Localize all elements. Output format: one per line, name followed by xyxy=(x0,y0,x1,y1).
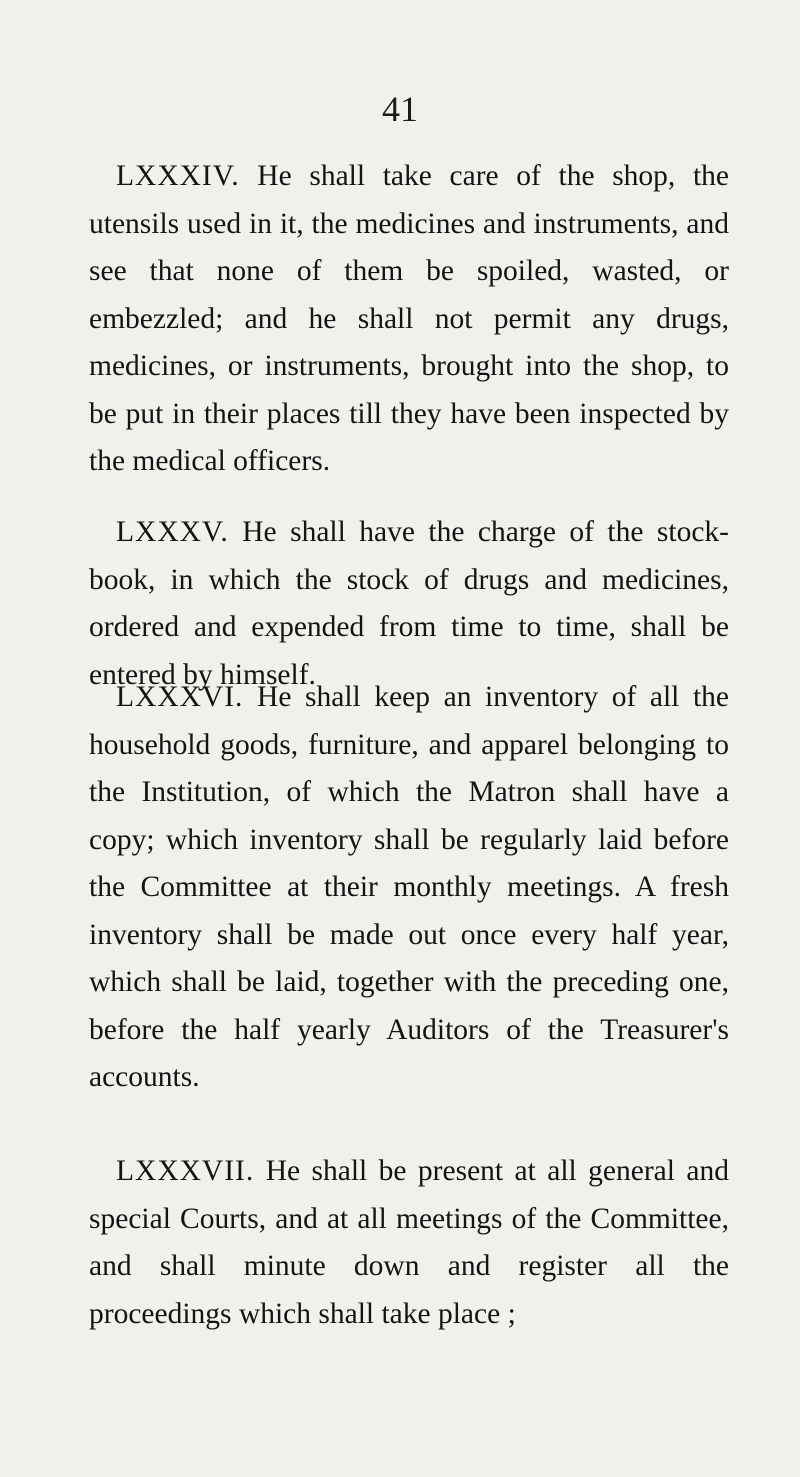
paragraph-text: He shall have the charge of the stock-book, in which the stock of drugs and medicines, ordered and expended from time to time, shall be entered by himself. xyxy=(89,516,729,691)
paragraph-lxxxv xyxy=(89,509,729,699)
page-number: 41 xyxy=(382,89,418,129)
paragraph-text: He shall keep an inventory of all the household goods, furniture, and apparel belonging to the Institution, of which the Matron shall have a copy; which inventory shall be regularly laid before the Committee at their monthly meetings. A fresh inventory shall be made out once every half year, which shall be laid, together with the preceding one, before the half yearly Auditors of the Treasurer's accounts. xyxy=(89,681,729,1093)
paragraph-text: He shall be present at all general and special Courts, and at all meetings of the Committee, and shall minute down and register all the proceedings which shall take place ; xyxy=(89,1155,729,1330)
paragraph-numeral: LXXXV. xyxy=(116,516,229,548)
paragraph-numeral: LXXXVII. xyxy=(116,1155,255,1187)
paragraph-lxxxvii xyxy=(89,1148,729,1338)
paragraph-lxxxvi xyxy=(89,674,729,1102)
paragraph-text: He shall take care of the shop, the utensils used in it, the medicines and instruments, and see that none of them be spoiled, wasted, or embezzled; and he shall not permit any drugs, medicines, or instruments, brought into the shop, to be put in their places till they have been inspected by the medical officers. xyxy=(89,160,729,477)
paragraph-numeral: LXXXVI. xyxy=(116,681,244,713)
paragraph-numeral: LXXXIV. xyxy=(116,160,240,192)
paragraph-lxxxiv xyxy=(89,153,729,486)
